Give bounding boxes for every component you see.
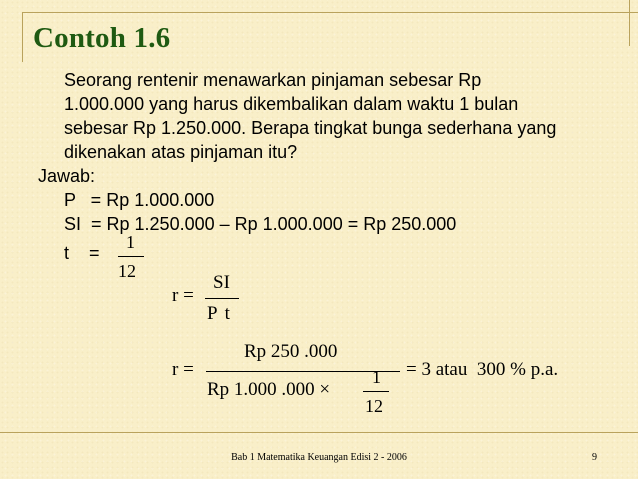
footer-rule — [0, 432, 638, 433]
t-fraction-denominator: 12 — [118, 261, 136, 281]
formula1-lhs: r = — [172, 285, 194, 306]
frame-left-line — [22, 12, 23, 62]
footer-text: Bab 1 Matematika Keuangan Edisi 2 - 2006 — [231, 452, 407, 463]
frame-right-line — [629, 0, 630, 46]
formula1-fraction-bar — [205, 298, 239, 299]
answer-label: Jawab: — [38, 166, 96, 186]
slide-title: Contoh 1.6 — [33, 22, 171, 54]
principal-line: P = Rp 1.000.000 — [64, 190, 215, 210]
formula2-inner-denominator: 12 — [365, 396, 383, 416]
formula2-denominator-prefix: Rp 1.000 .000 × — [207, 379, 331, 400]
problem-line-4: dikenakan atas pinjaman itu? — [64, 142, 298, 162]
formula1-denominator: P t — [207, 303, 230, 324]
formula2-fraction-bar — [206, 371, 400, 372]
formula2-inner-fraction-bar — [363, 391, 389, 392]
formula2-lhs: r = — [172, 359, 194, 380]
simple-interest-line: SI = Rp 1.250.000 – Rp 1.000.000 = Rp 250.000 — [64, 214, 457, 234]
formula2-numerator: Rp 250 .000 — [244, 341, 338, 362]
formula1-numerator: SI — [213, 272, 230, 293]
formula2-inner-numerator: 1 — [372, 367, 381, 387]
t-fraction-numerator: 1 — [126, 232, 135, 252]
formula2-result: = 3 atau 300 % p.a. — [406, 359, 559, 380]
problem-line-2: 1.000.000 yang harus dikembalikan dalam waktu 1 bulan — [64, 94, 519, 114]
problem-line-3: sebesar Rp 1.250.000. Berapa tingkat bunga sederhana yang — [64, 118, 557, 138]
t-fraction-bar — [118, 256, 144, 257]
frame-top-line — [22, 12, 638, 13]
page-number: 9 — [592, 452, 597, 463]
time-line: t = — [64, 243, 100, 263]
problem-line-1: Seorang rentenir menawarkan pinjaman sebesar Rp — [64, 70, 482, 90]
